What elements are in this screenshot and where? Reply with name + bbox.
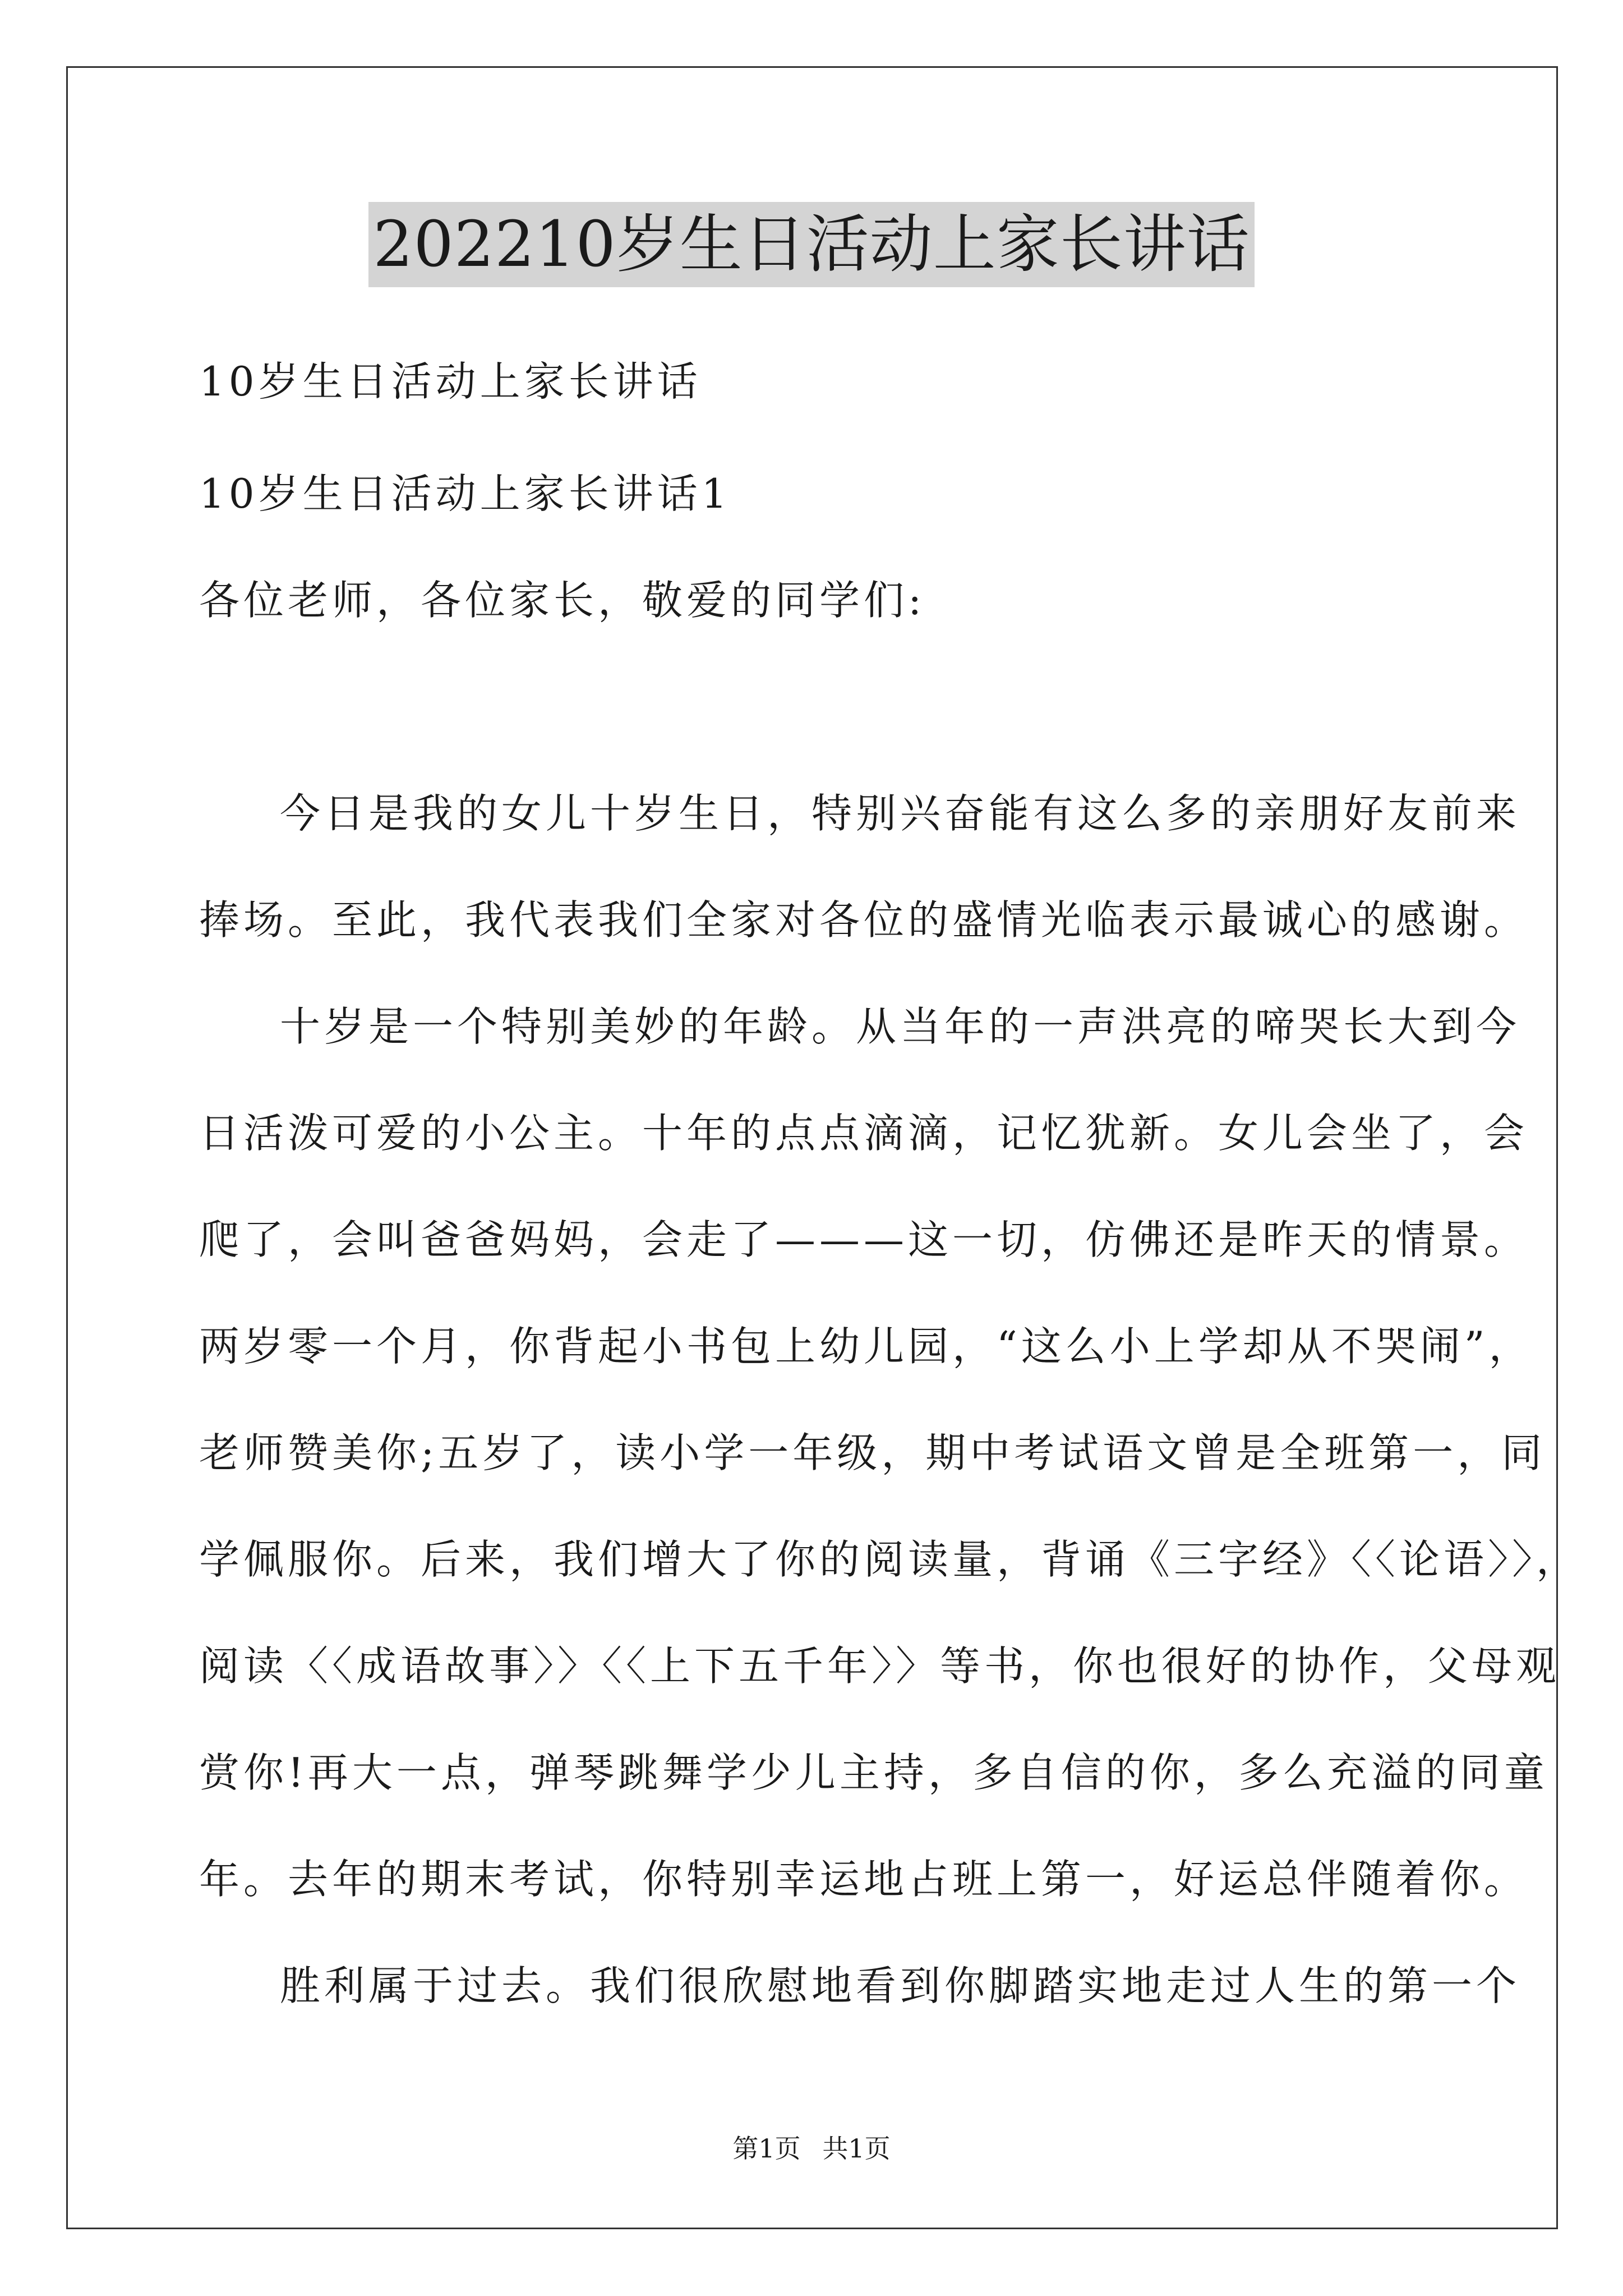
paragraph-line: 年。去年的期末考试，你特别幸运地占班上第一，好运总伴随着你。 xyxy=(199,1856,1529,1903)
document-title: 202210岁生日活动上家长讲话 xyxy=(368,202,1255,287)
paragraph-line: 学佩服你。后来，我们增大了你的阅读量，背诵《三字经》〈〈论语〉〉， xyxy=(199,1536,1581,1583)
paragraph-3 xyxy=(199,1958,1521,2064)
page-total: 共1页 xyxy=(822,2133,891,2164)
paragraph-2 xyxy=(199,999,1581,1958)
paragraph-line: 阅读〈〈成语故事〉〉〈〈上下五千年〉〉等书，你也很好的协作，父母观 xyxy=(199,1642,1561,1690)
subtitle-line-1: 10岁生日活动上家长讲话 xyxy=(199,358,702,405)
title-container xyxy=(0,202,1623,287)
paragraph-line: 十岁是一个特别美妙的年龄。从当年的一声洪亮的啼哭长大到今 xyxy=(280,1003,1521,1050)
paragraph-line: 两岁零一个月，你背起小书包上幼儿园，“这么小上学却从不哭闹”， xyxy=(199,1323,1533,1370)
paragraph-line: 赏你!再大一点，弹琴跳舞学少儿主持，多自信的你，多么充溢的同童 xyxy=(199,1749,1548,1796)
page-footer xyxy=(0,2132,1623,2165)
paragraph-line: 捧场。至此，我代表我们全家对各位的盛情光临表示最诚心的感谢。 xyxy=(199,896,1529,944)
paragraph-1 xyxy=(199,785,1529,999)
subtitle-line-2: 10岁生日活动上家长讲话1 xyxy=(199,470,731,517)
paragraph-line: 老师赞美你;五岁了，读小学一年级，期中考试语文曾是全班第一，同 xyxy=(199,1429,1546,1476)
paragraph-line: 爬了，会叫爸爸妈妈，会走了———这一切，仿佛还是昨天的情景。 xyxy=(199,1216,1529,1263)
paragraph-line: 胜利属于过去。我们很欣慰地看到你脚踏实地走过人生的第一个 xyxy=(280,1962,1521,2009)
paragraph-line: 今日是我的女儿十岁生日，特别兴奋能有这么多的亲朋好友前来 xyxy=(280,790,1521,837)
greeting-line: 各位老师，各位家长，敬爱的同学们: xyxy=(199,577,926,624)
page-number: 第1页 xyxy=(732,2133,801,2164)
paragraph-line: 日活泼可爱的小公主。十年的点点滴滴，记忆犹新。女儿会坐了，会 xyxy=(199,1110,1529,1157)
